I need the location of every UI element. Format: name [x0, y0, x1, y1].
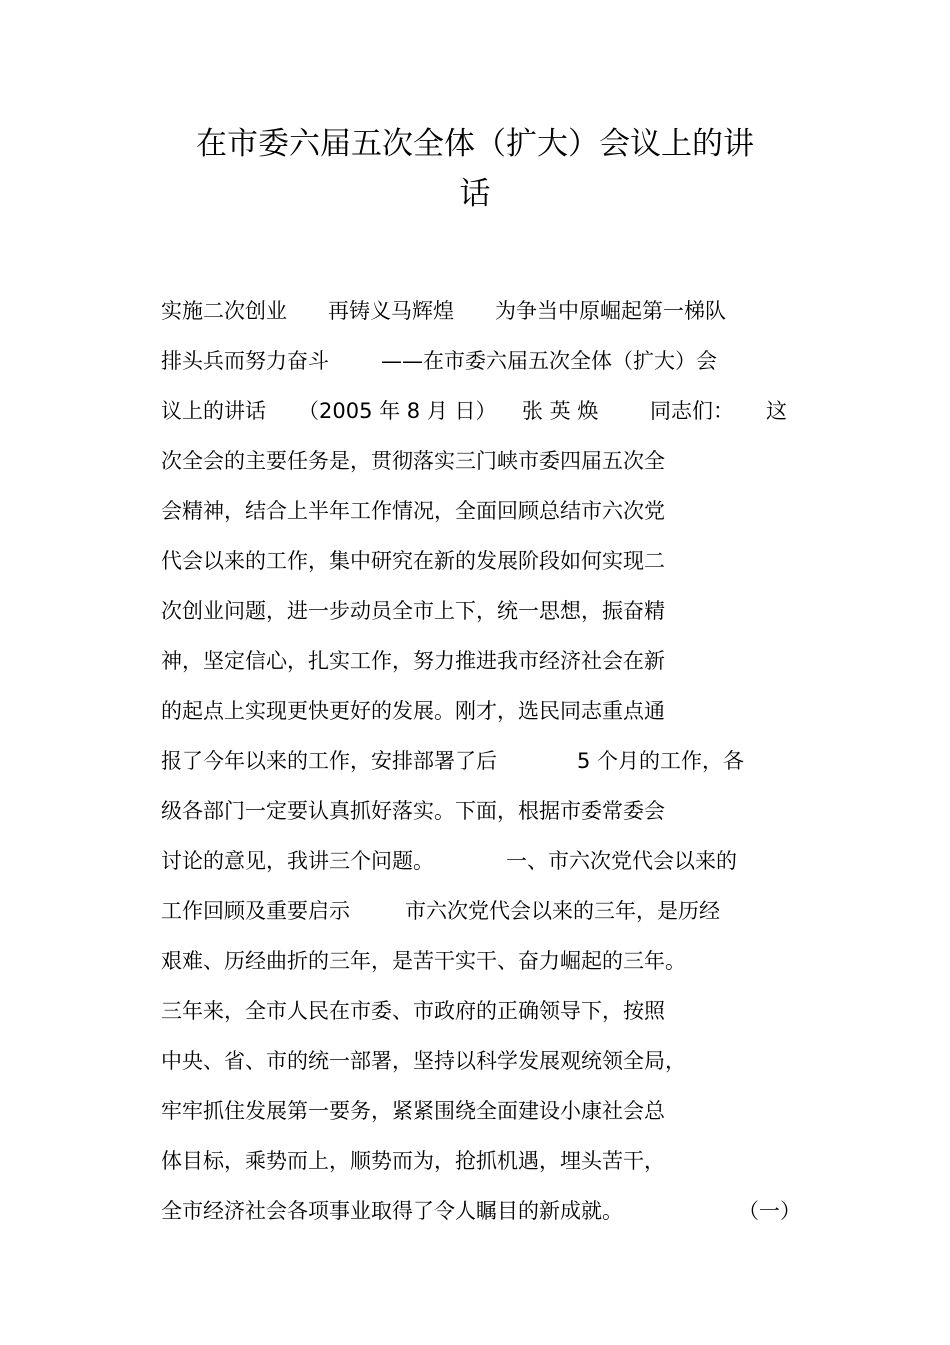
body-line [0, 296, 950, 326]
section-heading: 一、市六次党代会以来的 [506, 849, 737, 873]
body-line [0, 796, 950, 826]
text-segment: 艰难、历经曲折的三年，是苦干实干、奋力崛起的三年。 [161, 949, 686, 973]
text-segment: 牢牢抓住发展第一要务，紧紧围绕全面建设小康社会总 [161, 1099, 665, 1123]
text-segment: 为争当中原崛起第一梯队 [495, 299, 726, 323]
text-segment: 实施二次创业 [161, 299, 287, 323]
text-segment: 全市经济社会各项事业取得了令人瞩目的新成就。 [161, 1199, 623, 1223]
text-segment: 中央、省、市的统一部署，坚持以科学发展观统领全局， [161, 1049, 686, 1073]
body-line [0, 946, 950, 976]
text-segment: 次创业问题，进一步动员全市上下，统一思想，振奋精 [161, 599, 665, 623]
body-line [0, 596, 950, 626]
text-segment: 5 个月的工作，各 [577, 749, 745, 773]
date-text: （2005 年 8 月 日） [298, 399, 497, 423]
body-line [0, 1196, 950, 1226]
text-segment: 报了今年以来的工作，安排部署了后 [161, 749, 497, 773]
text-segment: 这 [766, 399, 787, 423]
body-line [0, 1146, 950, 1176]
body-line [0, 496, 950, 526]
subsection-marker: （一） [738, 1199, 801, 1223]
document-title-line-2: 话 [459, 176, 491, 212]
text-segment: 排头兵而努力奋斗 [161, 349, 329, 373]
body-line [0, 546, 950, 576]
body-line [0, 896, 950, 926]
text-segment: 神，坚定信心，扎实工作，努力推进我市经济社会在新 [161, 649, 665, 673]
body-line [0, 346, 950, 376]
text-segment: 讨论的意见，我讲三个问题。 [161, 849, 434, 873]
document-title-line-1: 在市委六届五次全体（扩大）会议上的讲 [196, 126, 754, 162]
text-segment: 代会以来的工作，集中研究在新的发展阶段如何实现二 [161, 549, 665, 573]
body-line [0, 646, 950, 676]
speaker-name: 张 英 焕 [522, 399, 599, 423]
body-line [0, 846, 950, 876]
salutation: 同志们： [650, 399, 734, 423]
body-line [0, 396, 950, 426]
body-line [0, 1046, 950, 1076]
text-segment: 的起点上实现更快更好的发展。刚才，选民同志重点通 [161, 699, 665, 723]
text-segment: 议上的讲话 [161, 399, 266, 423]
section-heading: 工作回顾及重要启示 [161, 899, 350, 923]
text-segment: 再铸义马辉煌 [328, 299, 454, 323]
body-line [0, 996, 950, 1026]
text-segment: 三年来，全市人民在市委、市政府的正确领导下，按照 [161, 999, 665, 1023]
text-segment: 市六次党代会以来的三年，是历经 [405, 899, 720, 923]
text-segment: 次全会的主要任务是，贯彻落实三门峡市委四届五次全 [161, 449, 665, 473]
text-segment: 级各部门一定要认真抓好落实。下面，根据市委常委会 [161, 799, 665, 823]
body-line [0, 696, 950, 726]
text-segment: 会精神，结合上半年工作情况，全面回顾总结市六次党 [161, 499, 665, 523]
body-line [0, 1096, 950, 1126]
body-line [0, 746, 950, 776]
body-line [0, 446, 950, 476]
text-segment: ——在市委六届五次全体（扩大）会 [381, 349, 717, 373]
text-segment: 体目标，乘势而上，顺势而为，抢抓机遇，埋头苦干， [161, 1149, 665, 1173]
